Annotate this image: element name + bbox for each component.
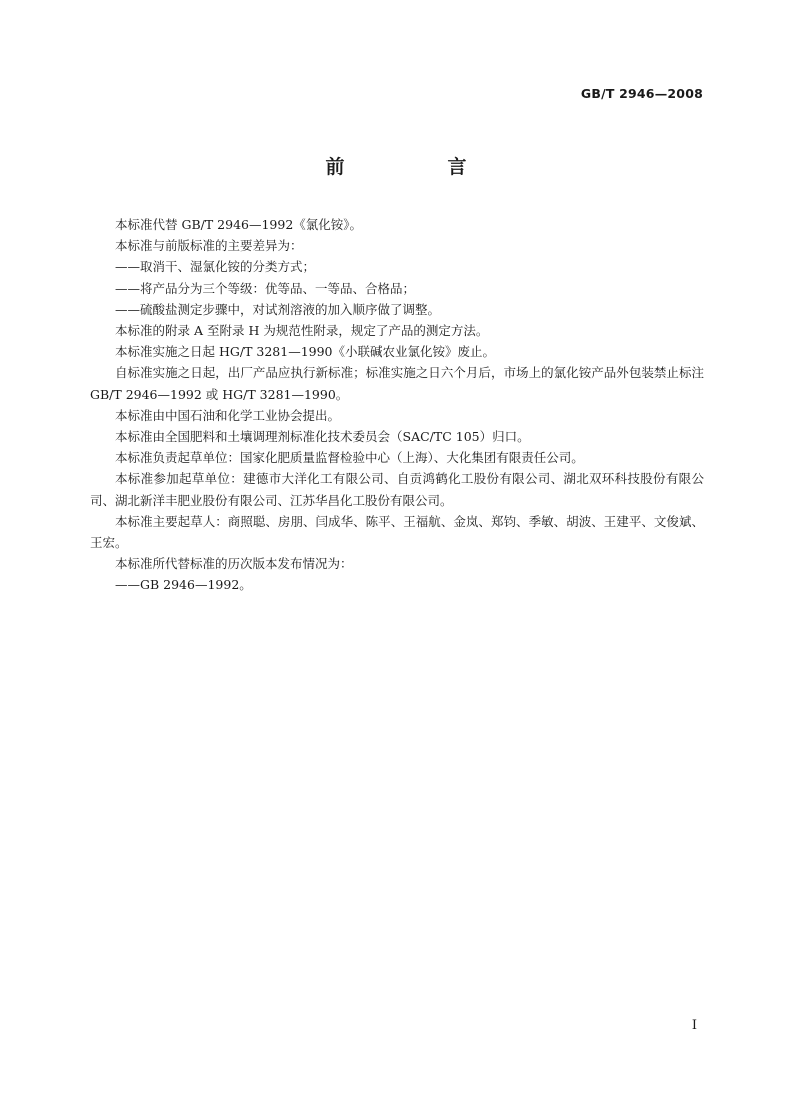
- page-title: 前 言: [325, 156, 509, 178]
- paragraph-repeal: 本标准实施之日起 HG/T 3281—1990《小联碱农业氯化铵》废止。: [115, 344, 496, 360]
- list-item-grades: ——将产品分为三个等级：优等品、一等品、合格品；: [115, 280, 416, 296]
- paragraph-main-drafter: 本标准负责起草单位：国家化肥质量监督检验中心（上海）、大化集团有限责任公司。: [115, 450, 584, 466]
- page-number: I: [691, 1018, 697, 1033]
- list-item-history: ——GB 2946—1992。: [115, 577, 252, 593]
- list-item-sulfate: ——硫酸盐测定步骤中，对试剂溶液的加入顺序做了调整。: [115, 301, 441, 317]
- paragraph-replaces: 本标准代替 GB/T 2946—1992《氯化铵》。: [115, 217, 363, 232]
- paragraph-proposed-by: 本标准由中国石油和化学工业协会提出。: [115, 407, 341, 423]
- paragraph-administered-by: 本标准由全国肥料和土壤调理剂标准化技术委员会（SAC/TC 105）归口。: [115, 429, 530, 445]
- foreword-body: [90, 214, 704, 596]
- paragraph-annexes: 本标准的附录 A 至附录 H 为规范性附录，规定了产品的测定方法。: [115, 323, 489, 339]
- standard-code: GB/T 2946—2008: [580, 86, 703, 101]
- list-item-classification: ——取消干、湿氯化铵的分类方式；: [115, 259, 316, 275]
- paragraph-differences-intro: 本标准与前版标准的主要差异为：: [115, 238, 303, 254]
- paragraph-labeling: 自标准实施之日起，出厂产品应执行新标准；标准实施之日六个月后，市场上的氯化铵产品外包装禁止标注 GB/T 2946—1992 或 HG/T 3281—1990。: [90, 365, 704, 402]
- paragraph-participating-drafters: 本标准参加起草单位：建德市大洋化工有限公司、自贡鸿鹤化工股份有限公司、湖北双环科技股份有限公司、湖北新洋丰肥业股份有限公司、江苏华昌化工股份有限公司。: [90, 471, 704, 508]
- paragraph-history-intro: 本标准所代替标准的历次版本发布情况为：: [115, 556, 353, 572]
- paragraph-drafting-persons: 本标准主要起草人：商照聪、房朋、闫成华、陈平、王福航、金岚、郑钧、季敏、胡波、王建平、文俊斌、王宏。: [90, 513, 704, 551]
